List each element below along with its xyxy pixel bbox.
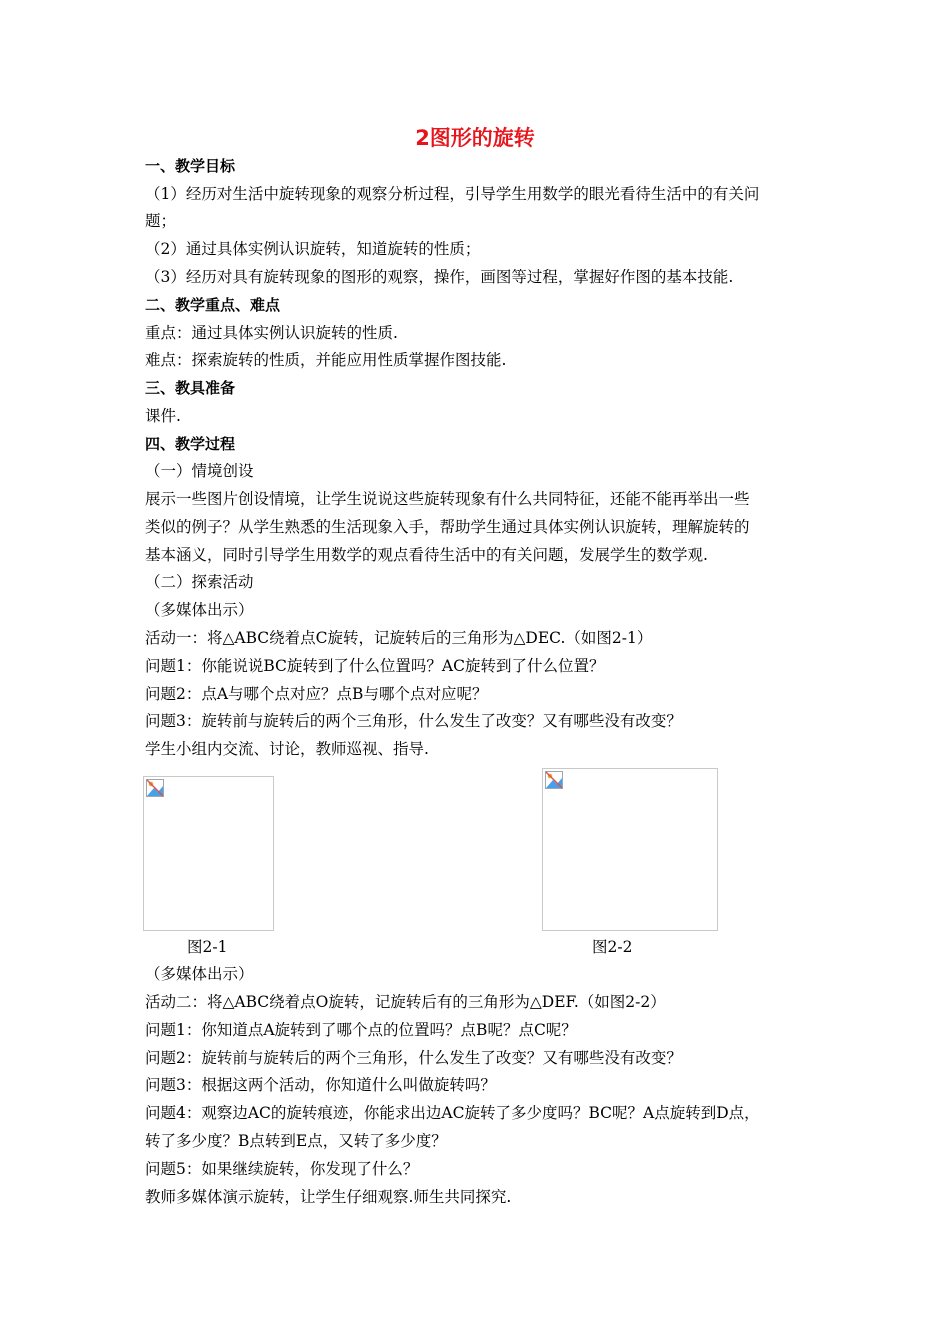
broken-image-icon <box>146 779 164 797</box>
figure-2-2-image <box>542 768 718 931</box>
paragraph: 问题3：旋转前与旋转后的两个三角形，什么发生了改变？又有哪些没有改变？ <box>145 712 682 730</box>
paragraph: 重点：通过具体实例认识旋转的性质. <box>145 324 398 342</box>
paragraph: 问题3：根据这两个活动，你知道什么叫做旋转吗？ <box>145 1076 496 1094</box>
section-heading-key-points: 二、教学重点、难点 <box>145 296 281 314</box>
section-heading-materials: 三、教具准备 <box>145 379 236 397</box>
paragraph: 活动二：将△ABC绕着点O旋转，记旋转后有的三角形为△DEF.（如图2-2） <box>145 993 666 1011</box>
paragraph: 问题1：你能说说BC旋转到了什么位置吗？AC旋转到了什么位置？ <box>145 657 605 675</box>
figure-2-1-image <box>143 776 274 931</box>
paragraph: （多媒体出示） <box>145 965 254 983</box>
paragraph: 活动一：将△ABC绕着点C旋转，记旋转后的三角形为△DEC.（如图2-1） <box>145 629 653 647</box>
paragraph: （1）经历对生活中旋转现象的观察分析过程，引导学生用数学的眼光看待生活中的有关问 <box>145 185 760 203</box>
paragraph: 基本涵义，同时引导学生用数学的观点看待生活中的有关问题，发展学生的数学观. <box>145 546 708 564</box>
paragraph: 转了多少度？B点转到E点，又转了多少度？ <box>145 1132 447 1150</box>
paragraph: 问题5：如果继续旋转，你发现了什么？ <box>145 1160 419 1178</box>
paragraph: （多媒体出示） <box>145 601 254 619</box>
figure-2-1-caption: 图2-1 <box>187 938 228 956</box>
paragraph: （2）通过具体实例认识旋转，知道旋转的性质； <box>145 240 481 258</box>
paragraph: 课件. <box>145 407 181 425</box>
paragraph: 问题1：你知道点A旋转到了哪个点的位置吗？点B呢？点C呢？ <box>145 1021 577 1039</box>
figure-2-2-caption: 图2-2 <box>592 938 633 956</box>
paragraph: 问题4：观察边AC的旋转痕迹，你能求出边AC旋转了多少度吗？BC呢？A点旋转到D点， <box>145 1104 760 1122</box>
paragraph: 问题2：旋转前与旋转后的两个三角形，什么发生了改变？又有哪些没有改变？ <box>145 1049 682 1067</box>
broken-image-icon <box>545 771 563 789</box>
section-heading-objectives: 一、教学目标 <box>145 157 236 175</box>
paragraph: （一）情境创设 <box>145 462 254 480</box>
paragraph: 展示一些图片创设情境，让学生说说这些旋转现象有什么共同特征，还能不能再举出一些 <box>145 490 750 508</box>
paragraph: 问题2：点A与哪个点对应？点B与哪个点对应呢？ <box>145 685 488 703</box>
page-title: 2图形的旋转 <box>415 126 535 150</box>
paragraph: 题； <box>145 212 177 230</box>
paragraph: 教师多媒体演示旋转，让学生仔细观察.师生共同探究. <box>145 1188 512 1206</box>
paragraph: 学生小组内交流、讨论，教师巡视、指导. <box>145 740 429 758</box>
paragraph: 类似的例子？从学生熟悉的生活现象入手，帮助学生通过具体实例认识旋转，理解旋转的 <box>145 518 750 536</box>
paragraph: 难点：探索旋转的性质，并能应用性质掌握作图技能. <box>145 351 507 369</box>
section-heading-process: 四、教学过程 <box>145 435 236 453</box>
paragraph: （二）探索活动 <box>145 573 254 591</box>
paragraph: （3）经历对具有旋转现象的图形的观察，操作，画图等过程，掌握好作图的基本技能. <box>145 268 734 286</box>
